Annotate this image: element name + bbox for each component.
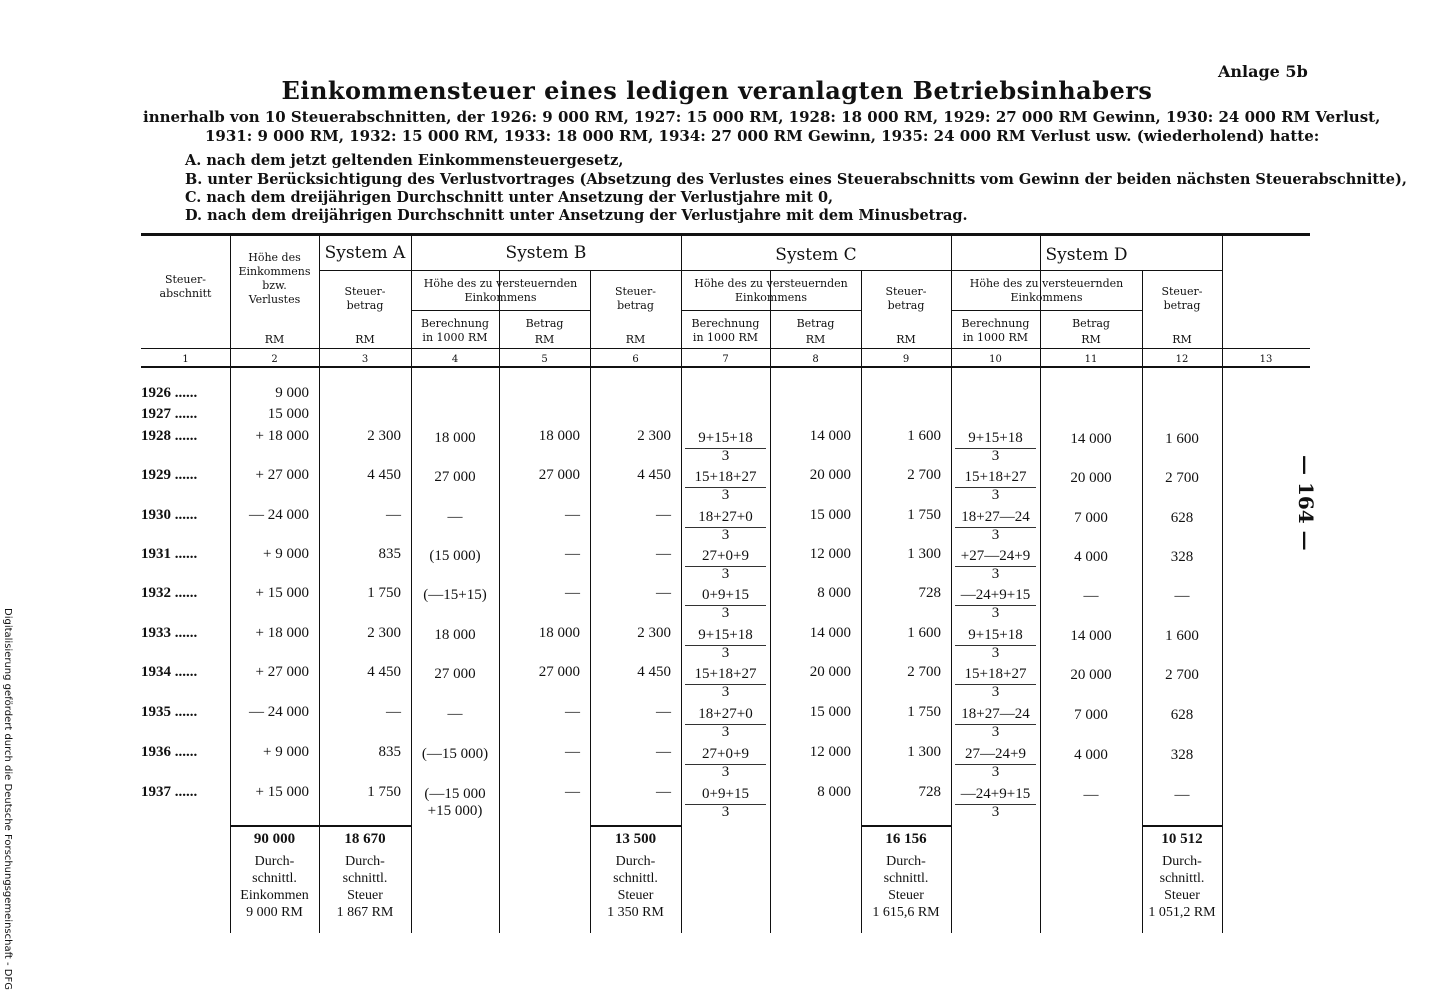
b-tax-value: 2 300 xyxy=(637,625,671,641)
column-number: 12 xyxy=(1175,354,1189,365)
column-total: 10 512 xyxy=(1161,831,1203,847)
sum-rule xyxy=(319,825,411,827)
tax-a-value: 2 300 xyxy=(367,625,401,641)
c-denominator: 3 xyxy=(721,448,730,464)
b-calc-value: — xyxy=(447,706,463,722)
b-tax-value: 4 450 xyxy=(637,664,671,680)
header-system-d: System D xyxy=(1045,245,1128,265)
d-tax-value: — xyxy=(1174,787,1190,803)
d-denominator: 3 xyxy=(991,487,1000,503)
c-sub-rule xyxy=(681,310,861,311)
income-value: 15 000 xyxy=(267,406,309,422)
c-tax-value: 1 600 xyxy=(907,625,941,641)
c-denominator: 3 xyxy=(721,764,730,780)
row-year: 1933 ...... xyxy=(141,625,198,641)
column-total: 90 000 xyxy=(253,831,296,847)
c-formula: 0+9+15 xyxy=(702,587,749,603)
c-denominator: 3 xyxy=(721,527,730,543)
b-calc-value: — xyxy=(447,509,463,525)
header-betrag: Betrag xyxy=(1072,317,1110,330)
column-divider xyxy=(1222,233,1223,933)
c-formula: 27+0+9 xyxy=(702,548,749,564)
row-year: 1926 ...... xyxy=(141,385,198,401)
column-number: 7 xyxy=(722,354,729,365)
b-amount-value: 27 000 xyxy=(538,664,580,680)
d-formula: 18+27—24 xyxy=(961,706,1030,722)
tax-a-value: — xyxy=(386,507,401,523)
d-tax-value: 628 xyxy=(1170,510,1194,526)
c-tax-value: 1 300 xyxy=(907,546,941,562)
column-number: 4 xyxy=(451,354,459,365)
b-tax-value: — xyxy=(656,546,671,562)
tax-a-value: 835 xyxy=(378,546,401,562)
d-denominator: 3 xyxy=(991,804,1000,820)
unit-label: RM xyxy=(625,333,646,346)
income-value: + 18 000 xyxy=(255,625,309,641)
c-amount-value: 20 000 xyxy=(809,664,851,680)
unit-label: RM xyxy=(1081,333,1101,346)
header-berechnung: Berechnung in 1000 RM xyxy=(961,317,1030,344)
tax-a-value: 1 750 xyxy=(367,585,401,601)
c-amount-value: 15 000 xyxy=(809,507,851,523)
d-formula: 27—24+9 xyxy=(965,746,1026,762)
d-formula: 15+18+27 xyxy=(964,666,1027,682)
d-tax-value: 328 xyxy=(1170,549,1194,565)
c-denominator: 3 xyxy=(721,724,730,740)
column-number: 3 xyxy=(361,354,369,365)
d-tax-value: 1 600 xyxy=(1165,628,1199,644)
d-denominator: 3 xyxy=(991,684,1000,700)
row-year: 1931 ...... xyxy=(141,546,198,562)
d-denominator: 3 xyxy=(991,605,1000,621)
header-steuerabschnitt: Steuer- abschnitt xyxy=(159,273,212,300)
c-tax-value: 1 600 xyxy=(907,428,941,444)
column-divider xyxy=(770,271,771,933)
d-tax-value: 2 700 xyxy=(1165,667,1199,683)
d-amount-value: 4 000 xyxy=(1074,747,1108,763)
system-b-rule xyxy=(411,270,681,271)
average-note: Durch- schnittl. Steuer 1 051,2 RM xyxy=(1148,854,1216,920)
unit-label: RM xyxy=(896,333,916,346)
c-amount-value: 12 000 xyxy=(809,744,851,760)
c-formula: 18+27+0 xyxy=(698,509,753,525)
b-amount-value: — xyxy=(565,507,580,523)
unit-label: RM xyxy=(355,333,375,346)
d-denominator: 3 xyxy=(991,448,1000,464)
header-system-a: System A xyxy=(324,243,406,263)
column-number: 9 xyxy=(902,354,910,365)
column-total: 18 670 xyxy=(344,831,386,847)
c-formula: 18+27+0 xyxy=(698,706,753,722)
header-hoehe-zu-versteuern: Höhe des zu versteuernden Einkommens xyxy=(694,277,848,304)
header-system-c: System C xyxy=(775,245,857,265)
d-amount-value: 7 000 xyxy=(1074,510,1108,526)
c-formula: 27+0+9 xyxy=(702,746,749,762)
header-steuerbetrag: Steuer- betrag xyxy=(885,285,927,312)
b-amount-value: 27 000 xyxy=(538,467,580,483)
d-amount-value: 4 000 xyxy=(1074,549,1108,565)
b-calc-value: 27 000 xyxy=(434,666,476,682)
c-denominator: 3 xyxy=(721,645,730,661)
c-denominator: 3 xyxy=(721,684,730,700)
income-value: + 15 000 xyxy=(255,784,309,800)
unit-label: RM xyxy=(1172,333,1192,346)
annex-label: Anlage 5b xyxy=(1218,62,1308,81)
b-calc-value: 18 000 xyxy=(434,430,476,446)
table-top-rule xyxy=(141,233,1310,236)
colnum-rule xyxy=(141,366,1310,368)
c-formula: 9+15+18 xyxy=(698,627,753,643)
column-number: 6 xyxy=(632,354,639,365)
d-denominator: 3 xyxy=(991,566,1000,582)
c-denominator: 3 xyxy=(721,605,730,621)
sum-rule xyxy=(1142,825,1222,827)
c-denominator: 3 xyxy=(721,804,730,820)
row-year: 1929 ...... xyxy=(141,467,198,483)
c-amount-value: 15 000 xyxy=(809,704,851,720)
c-formula: 0+9+15 xyxy=(702,786,749,802)
d-amount-value: — xyxy=(1083,787,1099,803)
c-formula: 15+18+27 xyxy=(694,666,757,682)
c-formula: 9+15+18 xyxy=(698,430,753,446)
b-amount-value: — xyxy=(565,704,580,720)
b-sub-rule xyxy=(411,310,590,311)
income-value: + 9 000 xyxy=(263,744,309,760)
d-formula: 9+15+18 xyxy=(968,430,1023,446)
tax-a-value: 835 xyxy=(378,744,401,760)
tax-a-value: 2 300 xyxy=(367,428,401,444)
d-denominator: 3 xyxy=(991,724,1000,740)
d-sub-rule xyxy=(951,310,1142,311)
b-tax-value: 2 300 xyxy=(637,428,671,444)
income-value: + 27 000 xyxy=(255,467,309,483)
c-tax-value: 2 700 xyxy=(907,664,941,680)
sum-rule xyxy=(230,825,319,827)
column-number: 11 xyxy=(1084,354,1098,365)
tax-a-value: — xyxy=(386,704,401,720)
average-note: Durch- schnittl. Steuer 1 350 RM xyxy=(607,854,664,920)
b-calc-value: (15 000) xyxy=(429,548,481,564)
c-amount-value: 14 000 xyxy=(809,625,851,641)
b-amount-value: — xyxy=(565,546,580,562)
column-number: 10 xyxy=(989,354,1002,365)
row-year: 1927 ...... xyxy=(141,406,198,422)
tax-table xyxy=(141,233,1310,933)
d-denominator: 3 xyxy=(991,764,1000,780)
income-value: + 18 000 xyxy=(255,428,309,444)
column-number: 2 xyxy=(271,354,278,365)
tax-a-value: 4 450 xyxy=(367,664,401,680)
d-tax-value: 628 xyxy=(1170,707,1194,723)
list-item-a: A. nach dem jetzt geltenden Einkommensteuergesetz, xyxy=(185,152,624,169)
d-formula: 15+18+27 xyxy=(964,469,1027,485)
header-steuerbetrag-a: Steuer- betrag xyxy=(344,285,386,312)
c-tax-value: 1 750 xyxy=(907,507,941,523)
d-amount-value: 7 000 xyxy=(1074,707,1108,723)
unit-label: RM xyxy=(805,333,826,346)
row-year: 1932 ...... xyxy=(141,585,198,601)
average-note: Durch- schnittl. Steuer 1 867 RM xyxy=(336,854,394,920)
b-amount-value: 18 000 xyxy=(538,428,580,444)
tax-a-value: 1 750 xyxy=(367,784,401,800)
d-amount-value: 20 000 xyxy=(1070,667,1112,683)
header-system-b: System B xyxy=(505,243,587,263)
b-amount-value: — xyxy=(565,744,580,760)
income-value: — 24 000 xyxy=(249,507,309,523)
d-formula: +27—24+9 xyxy=(960,548,1031,564)
header-hoehe-zu-versteuern: Höhe des zu versteuernden Einkommens xyxy=(969,277,1124,304)
column-number: 5 xyxy=(541,354,548,365)
header-hoehe: Höhe des Einkommens bzw. Verlustes xyxy=(238,251,311,306)
b-calc-value: (—15 000) xyxy=(421,746,489,762)
page-title: Einkommensteuer eines ledigen veranlagten Betriebsinhabers xyxy=(281,76,1153,105)
d-formula: —24+9+15 xyxy=(960,587,1031,603)
sum-rule xyxy=(861,825,951,827)
header-berechnung: Berechnung in 1000 RM xyxy=(691,317,760,344)
column-total: 16 156 xyxy=(885,831,927,847)
c-formula: 15+18+27 xyxy=(694,469,757,485)
d-amount-value: — xyxy=(1083,588,1099,604)
row-year: 1934 ...... xyxy=(141,664,198,680)
c-amount-value: 14 000 xyxy=(809,428,851,444)
intro-line-2: 1931: 9 000 RM, 1932: 15 000 RM, 1933: 18 000 RM, 1934: 27 000 RM Gewinn, 1935: 24 000 RM Verlust usw. (wiederholend) hatte: xyxy=(205,127,1320,145)
column-number: 8 xyxy=(812,354,819,365)
sum-rule xyxy=(590,825,681,827)
list-item-b: B. unter Berücksichtigung des Verlustvortrages (Absetzung des Verlustes eines Steuerabschnitts vom Gewinn der beiden nächsten Steuerabschnitte), xyxy=(185,171,1407,188)
page-number: — 164 — xyxy=(1294,455,1318,551)
c-amount-value: 8 000 xyxy=(817,784,851,800)
b-tax-value: — xyxy=(656,784,671,800)
header-hoehe-zu-versteuern: Höhe des zu versteuernden Einkommens xyxy=(423,277,578,304)
column-total: 13 500 xyxy=(614,831,657,847)
b-tax-value: — xyxy=(656,585,671,601)
header-betrag: Betrag xyxy=(796,317,835,330)
income-value: — 24 000 xyxy=(249,704,309,720)
d-tax-value: 328 xyxy=(1170,747,1194,763)
d-tax-value: 2 700 xyxy=(1165,470,1199,486)
income-value: + 9 000 xyxy=(263,546,309,562)
d-tax-value: — xyxy=(1174,588,1190,604)
d-tax-value: 1 600 xyxy=(1165,431,1199,447)
c-tax-value: 2 700 xyxy=(907,467,941,483)
b-calc-value: 27 000 xyxy=(434,469,476,485)
d-formula: —24+9+15 xyxy=(960,786,1031,802)
column-number: 13 xyxy=(1259,354,1273,365)
unit-label: RM xyxy=(264,333,285,346)
tax-a-value: 4 450 xyxy=(367,467,401,483)
b-calc-value: (—15+15) xyxy=(423,587,487,603)
b-amount-value: 18 000 xyxy=(538,625,580,641)
header-rule xyxy=(141,348,1310,349)
c-amount-value: 12 000 xyxy=(809,546,851,562)
system-d-rule xyxy=(951,270,1222,271)
column-divider xyxy=(499,271,500,933)
income-value: + 15 000 xyxy=(255,585,309,601)
header-steuerbetrag: Steuer- betrag xyxy=(614,285,657,312)
c-tax-value: 728 xyxy=(918,784,941,800)
d-amount-value: 14 000 xyxy=(1070,628,1112,644)
income-value: + 27 000 xyxy=(255,664,309,680)
b-amount-value: — xyxy=(565,585,580,601)
d-formula: 18+27—24 xyxy=(961,509,1030,525)
b-tax-value: — xyxy=(656,744,671,760)
c-amount-value: 20 000 xyxy=(809,467,851,483)
c-tax-value: 728 xyxy=(918,585,941,601)
b-amount-value: — xyxy=(565,784,580,800)
b-calc-value: (—15 000 +15 000) xyxy=(424,786,486,819)
c-tax-value: 1 300 xyxy=(907,744,941,760)
d-amount-value: 20 000 xyxy=(1070,470,1112,486)
c-denominator: 3 xyxy=(721,487,730,503)
digitization-note: Digitalisierung gefördert durch die Deutsche Forschungsgemeinschaft - DFG xyxy=(2,608,13,991)
intro-line-1: innerhalb von 10 Steuerabschnitten, der 1926: 9 000 RM, 1927: 15 000 RM, 1928: 18 000 RM, 1929: 27 000 RM Gewinn, 1930: 24 000 RM Verlust, xyxy=(143,108,1381,126)
d-denominator: 3 xyxy=(991,645,1000,661)
d-amount-value: 14 000 xyxy=(1070,431,1112,447)
c-amount-value: 8 000 xyxy=(817,585,851,601)
d-denominator: 3 xyxy=(991,527,1000,543)
list-item-c: C. nach dem dreijährigen Durchschnitt unter Ansetzung der Verlustjahre mit 0, xyxy=(185,189,834,206)
unit-label: RM xyxy=(534,333,555,346)
header-betrag: Betrag xyxy=(525,317,564,330)
system-a-rule xyxy=(319,270,411,271)
average-note: Durch- schnittl. Einkommen 9 000 RM xyxy=(240,854,309,920)
row-year: 1936 ...... xyxy=(141,744,198,760)
header-steuerbetrag: Steuer- betrag xyxy=(1161,285,1203,312)
b-tax-value: — xyxy=(656,704,671,720)
income-value: 9 000 xyxy=(275,385,309,401)
row-year: 1928 ...... xyxy=(141,428,198,444)
list-item-d: D. nach dem dreijährigen Durchschnitt unter Ansetzung der Verlustjahre mit dem Minusbetrag. xyxy=(185,207,968,224)
average-note: Durch- schnittl. Steuer 1 615,6 RM xyxy=(872,854,940,920)
row-year: 1937 ...... xyxy=(141,784,198,800)
row-year: 1935 ...... xyxy=(141,704,198,720)
row-year: 1930 ...... xyxy=(141,507,198,523)
b-calc-value: 18 000 xyxy=(434,627,476,643)
header-berechnung: Berechnung in 1000 RM xyxy=(421,317,489,344)
c-tax-value: 1 750 xyxy=(907,704,941,720)
d-formula: 9+15+18 xyxy=(968,627,1023,643)
b-tax-value: — xyxy=(656,507,671,523)
column-number: 1 xyxy=(182,354,189,365)
c-denominator: 3 xyxy=(721,566,730,582)
system-c-rule xyxy=(681,270,951,271)
b-tax-value: 4 450 xyxy=(637,467,671,483)
